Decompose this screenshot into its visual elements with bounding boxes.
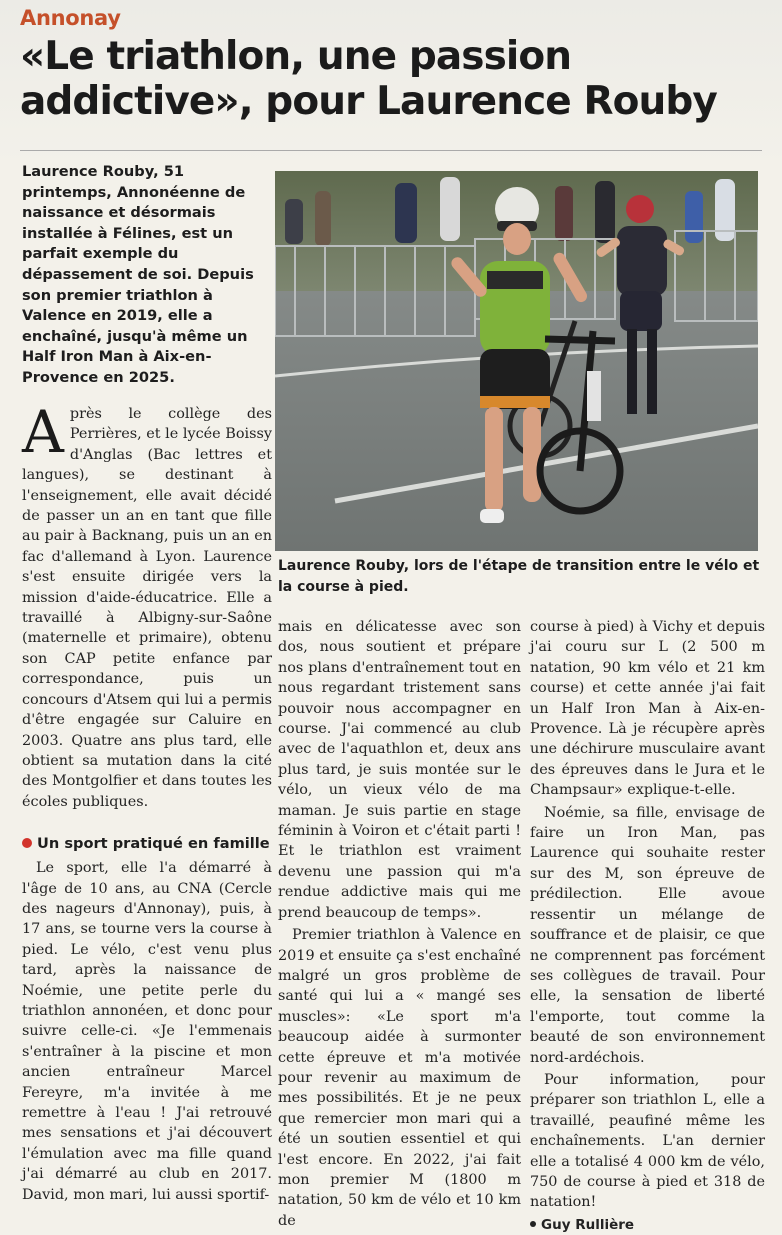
body-paragraph: Le sport, elle l'a démarré à l'âge de 10 ans, au CNA (Cercle des nageurs d'Annonay), puis, à 17 ans, se tourne vers la course à pied. Le vélo, c'est venu plus tard, après la naissance de Noémie, une petite perle du triathlon annonéen, et donc pour suivre celle-ci. «Je l'emmenais s'entraîner à la piscine et mon ancien entraîneur Marcel Fereyre, m'a invitée à me remettre à l'eau ! J'ai retrouvé mes sensations et j'ai découvert l'émulation avec ma fille quand j'ai démarré au club en 2017. David, mon mari, lui aussi sportif- bbox=[22, 860, 272, 1203]
article-photo bbox=[275, 171, 758, 551]
author-byline bbox=[530, 1215, 765, 1235]
author-name: Guy Rullière bbox=[541, 1216, 635, 1233]
divider bbox=[20, 150, 762, 151]
body-paragraph: mais en délicatesse avec son dos, nous soutient et prépare nos plans d'entraînement tout en nous regardant tristement sans pouvoir nous accompagner en course. J'ai commencé au club avec de l'aquathlon et, deux ans plus tard, je suis montée sur le vélo, un vieux vélo de ma maman. Je suis partie en stage féminin à Voiron et c'était parti ! Et le triathlon est vraiment devenu une passion qui m'a rendue addictive mais qui me prend beaucoup de temps». bbox=[278, 619, 521, 921]
intro-paragraph bbox=[22, 398, 272, 812]
section-label: Annonay bbox=[20, 6, 121, 30]
byline-bullet-icon bbox=[530, 1221, 536, 1227]
body-paragraph: Pour information, pour préparer son triathlon L, elle a travaillé, peaufiné même les enchaînements. L'an dernier elle a totalisé 4 000 km de vélo, 750 de course à pied et 318 de natation! bbox=[530, 1071, 765, 1211]
bullet-dot-icon bbox=[22, 838, 32, 848]
subheading-text: Un sport pratiqué en famille bbox=[37, 835, 270, 853]
drop-cap: A bbox=[22, 398, 64, 466]
intro-text: près le collège des Perrières, et le lycée Boissy d'Anglas (Bac lettres et langues), se destinant à l'enseignement, elle avait décidé de passer un an en tant que fille au pair à Backnang, puis un an en fac d'allemand à Lyon. Laurence s'est ensuite dirigée vers la mission d'aide-éducatrice. Elle a travaillé à Albigny-sur-Saône (maternelle et primaire), obtenu son CAP petite enfance par correspondance, puis un concours d'Atsem qui lui a permis d'être engagée sur Caluire en 2003. Quatre ans plus tard, elle obtient sa mutation dans la cité des Montgolfier et dans toutes les écoles publiques. bbox=[22, 406, 272, 810]
body-paragraph: Noémie, sa fille, envisage de faire un Iron Man, pas Laurence qui souhaite rester sur des M, son épreuve de prédilection. Elle avoue ressentir un mélange de souffrance et de plaisir, ce que ne comprennent pas forcément ses collègues de travail. Pour elle, la sensation de liberté l'emporte, tout comme la beauté de son environnement nord-ardéchois. bbox=[530, 804, 765, 1066]
article-column-3 bbox=[530, 617, 765, 1235]
photo-illustration bbox=[275, 171, 758, 551]
photo-caption: Laurence Rouby, lors de l'étape de transition entre le vélo et la course à pied. bbox=[278, 558, 760, 595]
headline: «Le triathlon, une passion addictive», pour Laurence Rouby bbox=[20, 34, 717, 124]
subheading bbox=[22, 834, 272, 854]
standfirst: Laurence Rouby, 51 printemps, Annonéenne de naissance et désormais installée à Félines, est un parfait exemple du dépassement de soi. Depuis son premier triathlon à Valence en 2019, elle a enchaîné, jusqu'à même un Half Iron Man à Aix-en-Provence en 2025. bbox=[22, 163, 254, 386]
body-paragraph: Premier triathlon à Valence en 2019 et ensuite ça s'est enchaîné malgré un gros problème de santé qui lui a « mangé ses muscles»: «Le sport m'a beaucoup aidée à surmonter cette épreuve et m'a motivée pour revenir au maximum de mes possibilités. Et je ne peux que remercier mon mari qui a été un soutien essentiel et qui l'est encore. En 2022, j'ai fait mon premier M (1800 m natation, 50 km de vélo et 10 km de bbox=[278, 927, 521, 1229]
article-column-2 bbox=[278, 617, 521, 1231]
article-column-1 bbox=[22, 398, 272, 1205]
body-paragraph: course à pied) à Vichy et depuis j'ai couru sur L (2 500 m natation, 90 km vélo et 21 km course) et cette année j'ai fait un Half Iron Man à Aix-en-Provence. Là je récupère après une déchirure musculaire avant des épreuves dans le Jura et le Champsaur» explique-t-elle. bbox=[530, 619, 765, 799]
